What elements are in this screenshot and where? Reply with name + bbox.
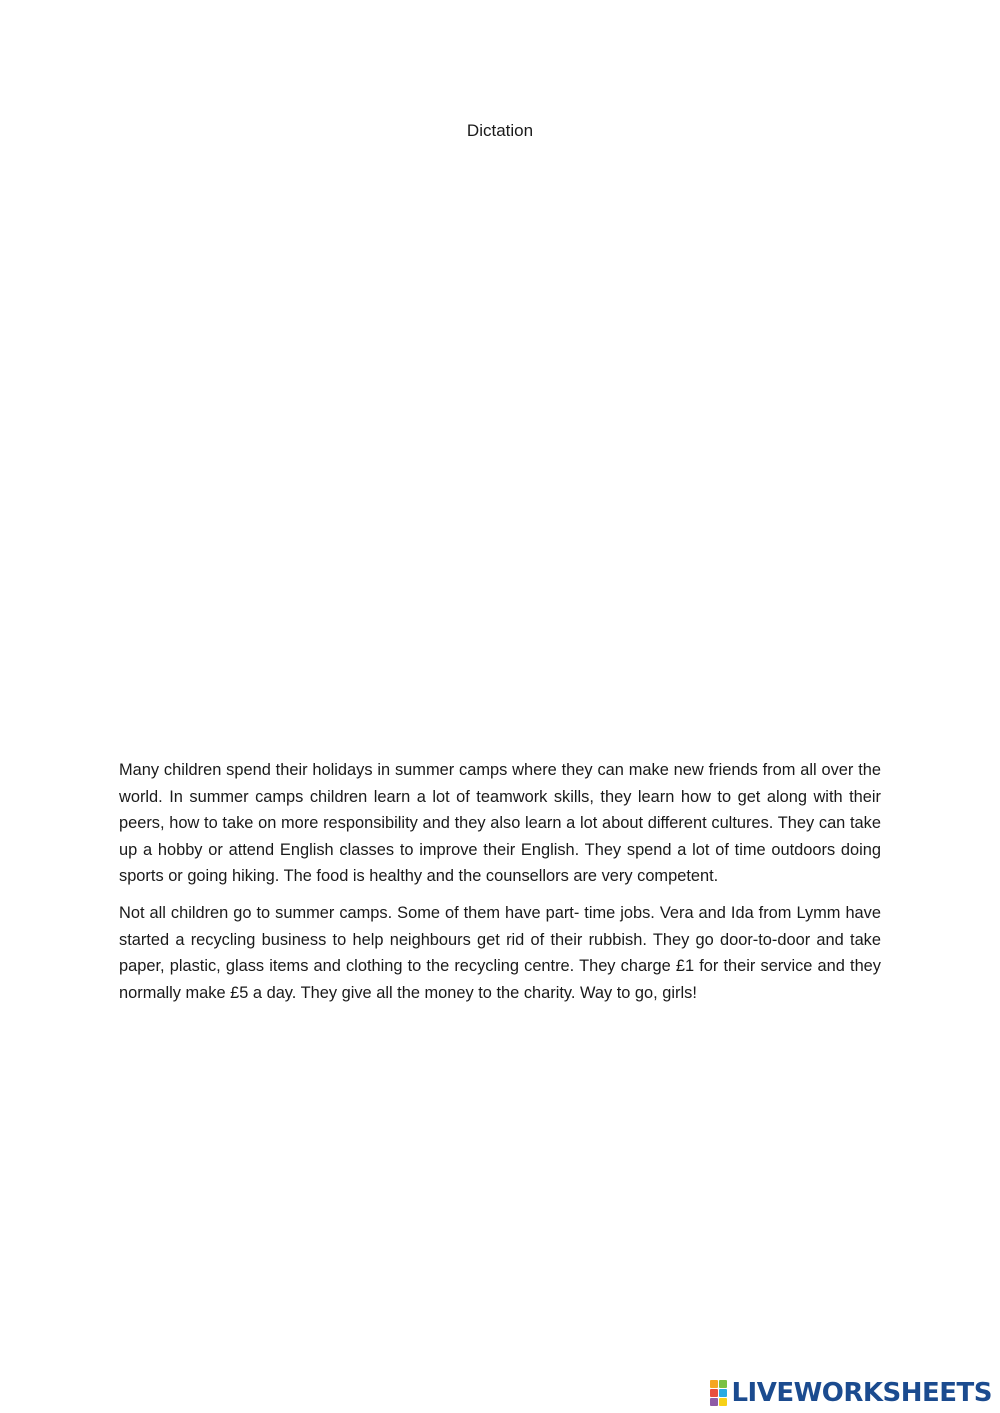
logo-tile bbox=[719, 1380, 727, 1388]
page-title: Dictation bbox=[466, 121, 534, 140]
paragraph-2: Not all children go to summer camps. Some of them have part- time jobs. Vera and Ida from Lymm have started a recycling business to help neighbours get rid of their rubbish. They go door-to-door and take paper, plastic, glass items and clothing to the recycling centre. They charge £1 for their service and they normally make £5 a day. They give all the money to the charity. Way to go, girls! bbox=[119, 903, 881, 1002]
liveworksheets-logo-icon bbox=[710, 1380, 727, 1406]
paragraph-1: Many children spend their holidays in summer camps where they can make new friends from all over the world. In summer camps children learn a lot of teamwork skills, they learn how to get along with their peers, how to take on more responsibility and they also learn a lot about different cultures. They can take up a hobby or attend English classes to improve their English. They spend a lot of time outdoors doing sports or going hiking. The food is healthy and the counsellors are very competent. bbox=[119, 761, 881, 886]
logo-tile bbox=[719, 1389, 727, 1397]
logo-tile bbox=[719, 1398, 727, 1406]
logo-tile bbox=[710, 1380, 718, 1388]
liveworksheets-watermark bbox=[710, 1379, 992, 1407]
logo-tile bbox=[710, 1398, 718, 1406]
logo-tile bbox=[710, 1389, 718, 1397]
watermark-text: LIVEWORKSHEETS bbox=[731, 1378, 992, 1408]
body-text bbox=[119, 757, 881, 1016]
